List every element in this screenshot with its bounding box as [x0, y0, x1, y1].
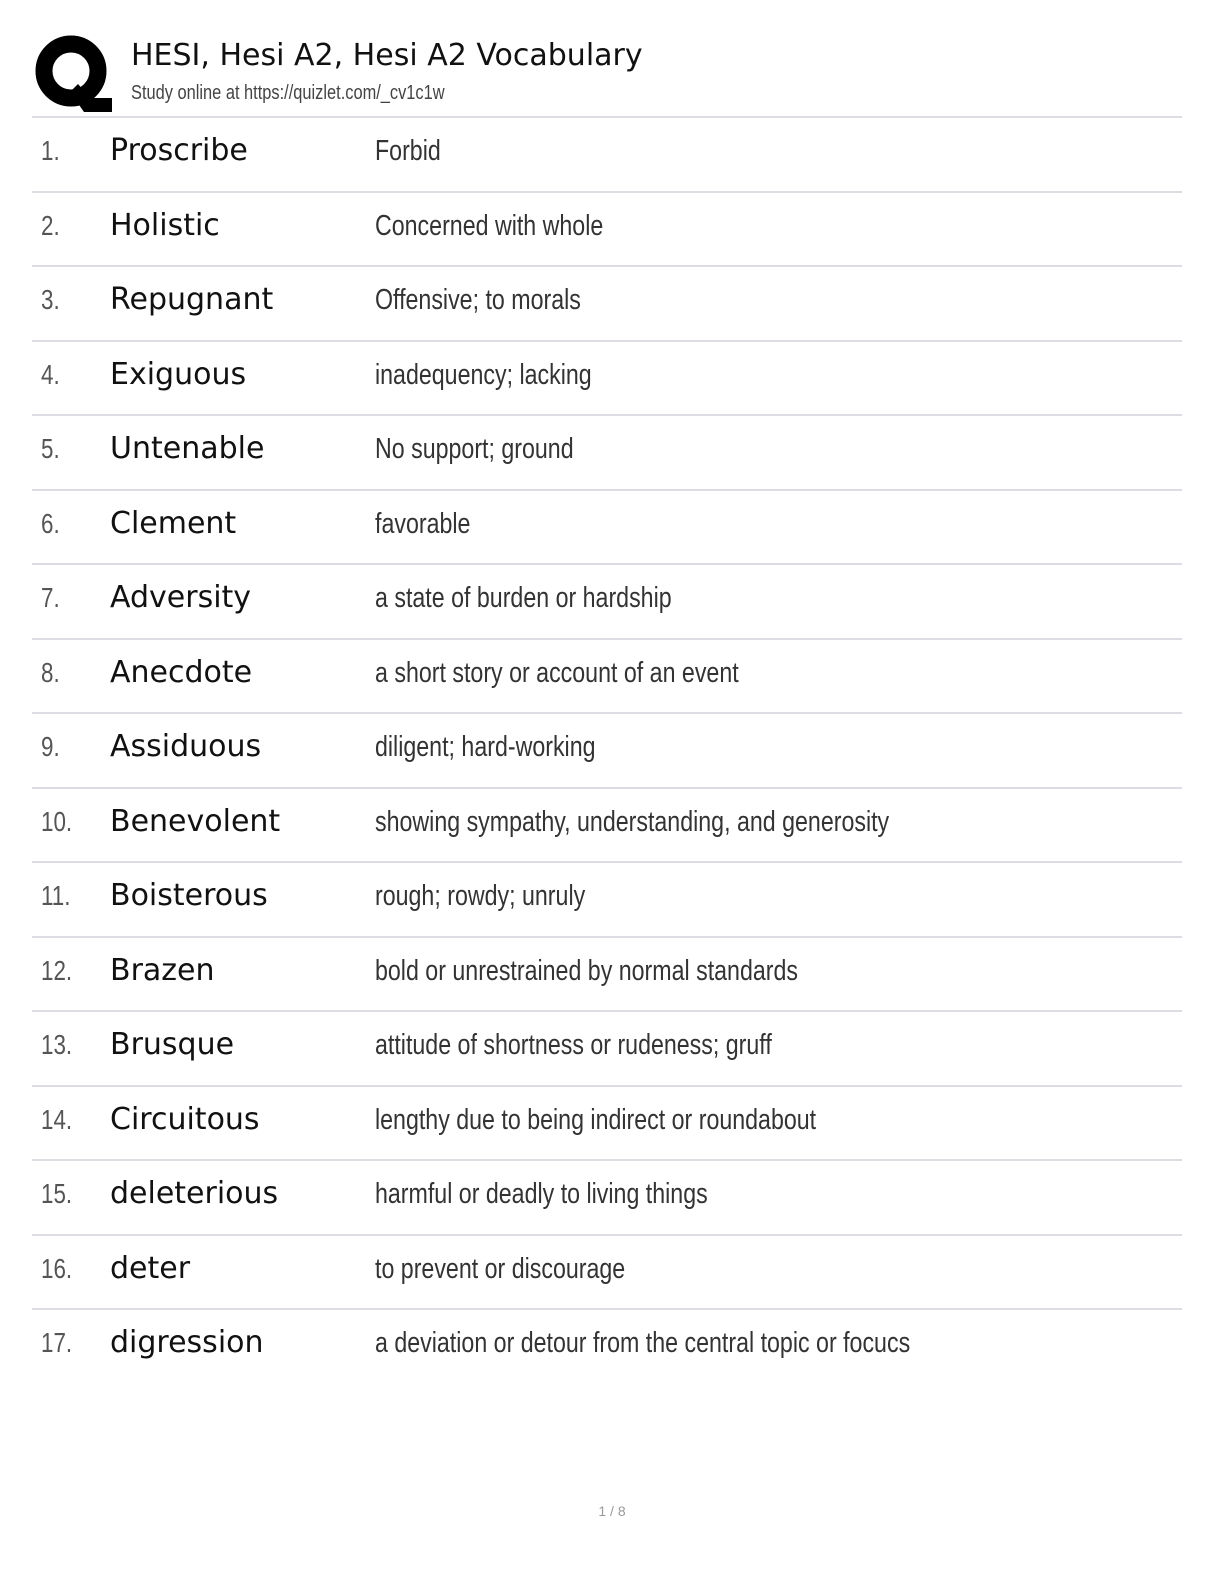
- card-term: Brazen: [110, 952, 215, 988]
- card-definition: attitude of shortness or rudeness; gruff: [375, 1029, 772, 1061]
- flashcard-row: [32, 938, 1182, 1013]
- card-term: Benevolent: [110, 803, 281, 839]
- study-online-label: Study online at: [131, 82, 245, 104]
- quizlet-url: https://quizlet.com/_cv1c1w: [244, 82, 445, 104]
- card-definition: harmful or deadly to living things: [375, 1178, 708, 1210]
- flashcard-row: [32, 1310, 1182, 1385]
- flashcard-row: [32, 863, 1182, 938]
- card-definition: to prevent or discourage: [375, 1252, 626, 1285]
- study-online-line: [131, 82, 445, 105]
- card-number: 16.: [41, 1252, 73, 1284]
- card-number: 2.: [41, 209, 60, 241]
- card-term: Clement: [110, 505, 237, 541]
- flashcard-row: [32, 267, 1182, 342]
- card-term: Adversity: [110, 580, 252, 615]
- flashcard-row: [32, 640, 1182, 715]
- flashcard-row: [32, 565, 1182, 640]
- card-definition: diligent; hard-working: [375, 731, 596, 763]
- card-term: Exiguous: [110, 356, 247, 392]
- flashcard-row: [32, 416, 1182, 491]
- card-number: 1.: [41, 135, 60, 166]
- card-definition: favorable: [375, 507, 471, 540]
- card-term: Proscribe: [110, 133, 248, 168]
- card-number: 8.: [41, 656, 60, 688]
- card-definition: No support; ground: [375, 433, 574, 465]
- card-number: 3.: [41, 284, 60, 315]
- card-term: Anecdote: [110, 654, 253, 690]
- flashcard-row: [32, 193, 1182, 268]
- card-term: deter: [110, 1250, 191, 1286]
- card-term: Repugnant: [110, 282, 274, 317]
- flashcard-list: [32, 118, 1182, 1385]
- flashcard-row: [32, 1161, 1182, 1236]
- card-number: 10.: [41, 805, 73, 837]
- card-definition: Offensive; to morals: [375, 284, 581, 316]
- card-number: 7.: [41, 582, 60, 613]
- card-definition: Concerned with whole: [375, 209, 604, 242]
- flashcard-row: [32, 1087, 1182, 1162]
- card-term: Untenable: [110, 431, 265, 466]
- quizlet-q-logo-icon: [34, 34, 112, 112]
- card-number: 15.: [41, 1178, 73, 1209]
- card-term: deleterious: [110, 1176, 279, 1211]
- flashcard-row: [32, 118, 1182, 193]
- card-definition: Forbid: [375, 135, 441, 167]
- card-definition: rough; rowdy; unruly: [375, 880, 586, 912]
- card-definition: showing sympathy, understanding, and generosity: [375, 805, 890, 838]
- page-title: HESI, Hesi A2, Hesi A2 Vocabulary: [131, 38, 643, 73]
- flashcard-row: [32, 1236, 1182, 1311]
- flashcard-row: [32, 714, 1182, 789]
- card-term: digression: [110, 1325, 264, 1360]
- flashcard-row: [32, 1012, 1182, 1087]
- flashcard-row: [32, 789, 1182, 864]
- card-definition: a short story or account of an event: [375, 656, 739, 689]
- card-definition: lengthy due to being indirect or roundabout: [375, 1103, 817, 1136]
- page-indicator: 1 / 8: [598, 1503, 626, 1519]
- card-number: 12.: [41, 954, 73, 986]
- card-number: 14.: [41, 1103, 73, 1135]
- document-header: [32, 30, 1182, 118]
- flashcard-row: [32, 342, 1182, 417]
- card-number: 6.: [41, 507, 60, 539]
- card-number: 11.: [41, 880, 71, 911]
- card-number: 4.: [41, 358, 60, 390]
- card-term: Assiduous: [110, 729, 262, 764]
- card-definition: a state of burden or hardship: [375, 582, 672, 614]
- card-definition: inadequency; lacking: [375, 358, 592, 391]
- card-term: Holistic: [110, 207, 220, 243]
- card-definition: a deviation or detour from the central topic or focucs: [375, 1327, 911, 1359]
- card-number: 13.: [41, 1029, 73, 1060]
- card-term: Brusque: [110, 1027, 235, 1062]
- card-number: 17.: [41, 1327, 73, 1358]
- flashcard-row: [32, 491, 1182, 566]
- card-number: 9.: [41, 731, 60, 762]
- card-term: Boisterous: [110, 878, 268, 913]
- card-number: 5.: [41, 433, 60, 464]
- card-term: Circuitous: [110, 1101, 260, 1137]
- card-definition: bold or unrestrained by normal standards: [375, 954, 798, 987]
